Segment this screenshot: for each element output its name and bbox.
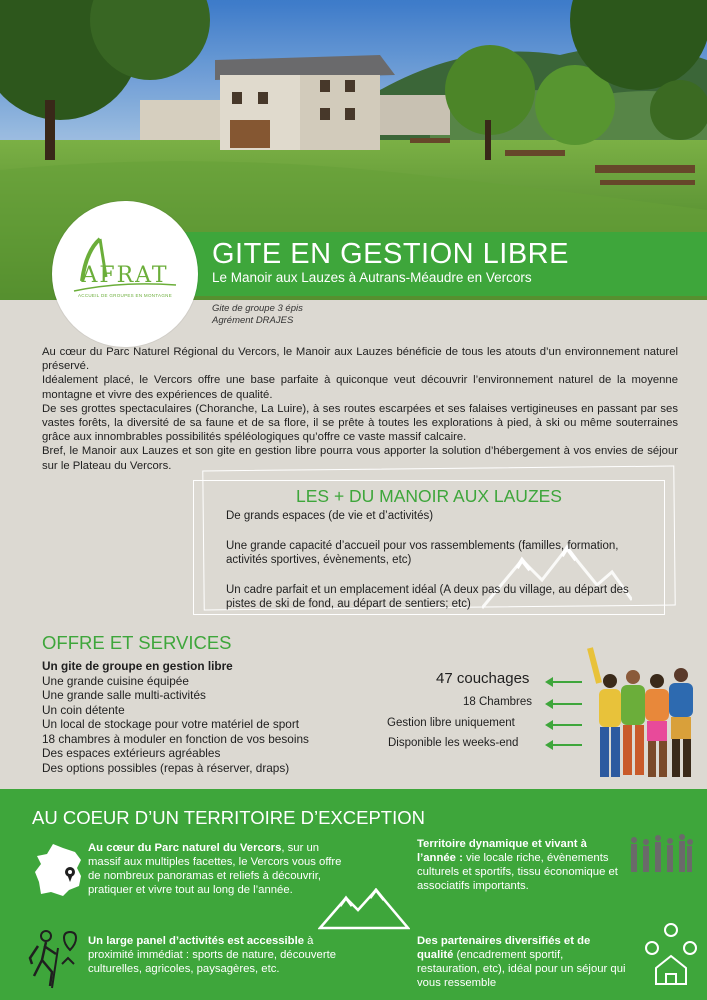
- plus-title: LES + DU MANOIR AUX LAUZES: [296, 486, 562, 506]
- block-heading: Au cœur du Parc naturel du Vercors: [88, 842, 282, 854]
- territoire-block-activites: [88, 934, 348, 976]
- arrow-icon: [552, 703, 582, 705]
- arrow-icon: [552, 681, 582, 683]
- feature-couchages: 47 couchages: [436, 670, 530, 687]
- list-item: Un cadre parfait et un emplacement idéal (A deux pas du village, au départ des pistes de ski de fond, au départ de sentiers; etc): [226, 583, 629, 610]
- intro-paragraph: Au cœur du Parc Naturel Régional du Vercors, le Manoir aux Lauzes bénéficie de tous les atouts d’un environnement naturel préservé.: [42, 346, 678, 373]
- plus-list: [226, 509, 646, 627]
- block-text: (encadrement sportif, restauration, etc), idéal pour un séjour qui vous ressemble: [417, 949, 626, 989]
- intro-paragraph: Bref, le Manoir aux Lauzes et son gite en gestion libre pourra vous apporter la solution d’hébergement à vos envies de séjour sur le Plateau du Vercors.: [42, 445, 678, 472]
- block-text: vie locale riche, évènements culturels et sportifs, tissu économique et associatifs importants.: [417, 852, 618, 892]
- offre-heading: Un gite de groupe en gestion libre: [42, 659, 233, 673]
- block-heading: Un large panel d’activités est accessible: [88, 935, 304, 947]
- list-item: Des espaces extérieurs agréables: [42, 746, 221, 760]
- crowd-icon: [628, 832, 694, 874]
- list-item: Une grande salle multi-activités: [42, 688, 206, 702]
- gite-labels: [212, 303, 303, 327]
- page-subtitle: Le Manoir aux Lauzes à Autrans-Méaudre en Vercors: [212, 270, 532, 285]
- block-heading: Territoire dynamique et vivant à l’année :: [417, 838, 587, 864]
- list-item: 18 chambres à moduler en fonction de vos besoins: [42, 731, 309, 746]
- offre-title: OFFRE ET SERVICES: [42, 632, 232, 653]
- hiker-icon: [22, 928, 82, 990]
- territoire-block-dynamique: [417, 837, 627, 893]
- intro-paragraph: De ses grottes spectaculaires (Choranche, La Luire), à ses routes escarpées et ses falaises vertigineuses en passant par ses vastes forêts, la diversité de sa faune et de sa flore, il se prête à toutes les explorations à pied, à ski ou même souterraines grâce aux innombrables possibilités spéléologiques qu’offre ce vaste massif calcaire.: [42, 402, 678, 444]
- feature-chambres: 18 Chambres: [463, 696, 533, 708]
- label-epis: Gite de groupe 3 épis: [212, 303, 303, 314]
- offre-list: [42, 659, 309, 775]
- arrow-icon: [552, 724, 582, 726]
- list-item: Un coin détente: [42, 702, 125, 717]
- intro-paragraph: Idéalement placé, le Vercors offre une base parfaite à quiconque veut découvrir l’environnement naturel de la moyenne montagne et vivre des expériences de qualité.: [42, 374, 678, 401]
- group-people-icon: [585, 643, 707, 785]
- list-item: Une grande cuisine équipée: [42, 673, 189, 688]
- page-title: GITE EN GESTION LIBRE: [212, 238, 569, 270]
- mountain-icon: [318, 888, 410, 930]
- logo-tagline: ACCUEIL DE GROUPES EN MONTAGNE: [77, 293, 172, 298]
- afrat-logo: [52, 201, 198, 347]
- logo-brand: AFRAT: [81, 263, 169, 288]
- feature-gestion: Gestion libre uniquement: [387, 717, 515, 729]
- territoire-block-partenaires: [417, 934, 627, 990]
- territoire-block-parc: [88, 841, 348, 897]
- intro-text: [42, 345, 678, 473]
- arrow-icon: [552, 744, 582, 746]
- block-text: à proximité immédiat : sports de nature, découverte culturelles, agricoles, paysagères, etc.: [88, 935, 337, 975]
- label-agrement: Agrément DRAJES: [212, 315, 294, 326]
- block-heading: Des partenaires diversifiés et de qualité: [417, 935, 591, 961]
- block-text: , sur un massif aux multiples facettes, le Vercors vous offre de nombreux panoramas et reliefs à découvrir, pratiquer et vivre tout au long de l’année.: [88, 842, 342, 896]
- list-item: De grands espaces (de vie et d’activités): [226, 510, 434, 522]
- feature-dispo: Disponible les weeks-end: [388, 737, 519, 749]
- list-item: Une grande capacité d’accueil pour vos rassemblements (familles, formation, activités sportives, évènements, etc): [226, 539, 619, 566]
- list-item: Des options possibles (repas à réserver, draps): [42, 760, 290, 775]
- france-map-icon: [33, 842, 85, 898]
- territoire-title: AU COEUR D’UN TERRITOIRE D’EXCEPTION: [32, 807, 425, 828]
- partners-icon: [642, 922, 700, 986]
- list-item: Un local de stockage pour votre matériel de sport: [42, 717, 300, 731]
- title-banner: [160, 232, 707, 296]
